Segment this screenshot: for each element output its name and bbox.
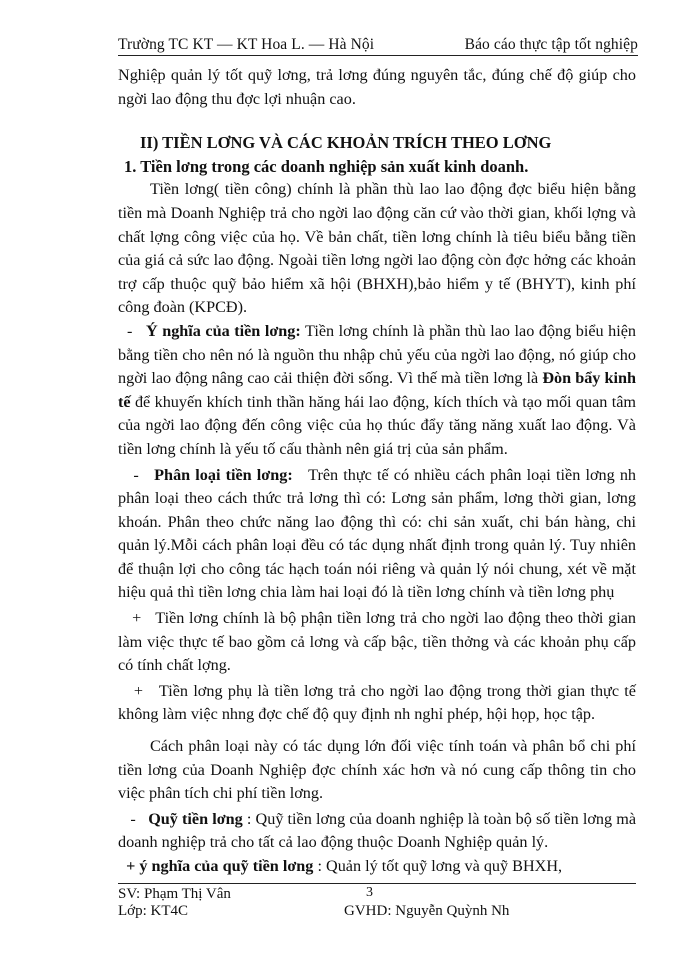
wage-meaning-text-a: Tiền lơng chính là phần thù lao lao động biểu hiện bằng tiền cho nên nó là nguồn thu nhập chủ yếu của ngời lao động, nó giúp cho ngời lao động nâng cao cải thiện đời sống. Vì thế mà tiền lơng là [118,321,636,388]
wage-classification-paragraph: - Phân loại tiền lơng: Trên thực tế có nhiều cách phân loại tiền lơng nh phân loại theo cách thức trả lơng thì có: Lơng sản phẩm, lơng thời gian, lơng khoán. Phân theo chức năng lao động thì có: chi sản xuất, chi bán hàng, chi quản lý.Mỗi cách phân loại đều có tác dụng nhất định trong quản lý. Tuy nhiên để thuận lợi cho công tác hạch toán nói riêng và quản lý nói chung, xét về mặt hiệu quả thì tiền lơng chia làm hai loại đó là tiền lơng chính và tiền lơng phụ [118,465,637,602]
page-number: 3 [366,885,373,900]
subsection-heading: 1. Tiền lơng trong các doanh nghiệp sản xuất kinh doanh. [124,156,529,176]
wage-meaning-text-b: để khuyến khích tinh thần hăng hái lao động, kích thích và tạo mối quan tâm của ngời lao động đến công việc của họ thúc đẩy tăng năng xuất lao động. Và tiền lơng chính là yếu tố cấu thành nên giá trị của sản phẩm. [118,392,637,458]
footer-advisor: GVHD: Nguyễn Quỳnh Nh [344,903,510,919]
page-header [118,36,638,56]
header-school: Trường TC KT — KT Hoa L. — Hà Nội [118,36,375,53]
wage-meaning-term: Ý nghĩa của tiền lơng: [146,321,301,340]
extra-wage-paragraph: + Tiền lơng phụ là tiền lơng trả cho ngời lao động trong thời gian thực tế không làm việc nhng đợc chế độ quy định nh nghỉ phép, hội họp, học tập. [118,681,636,724]
extra-wage-text: Tiền lơng phụ là tiền lơng trả cho ngời lao động trong thời gian thực tế không làm việc nhng đợc chế độ quy định nh nghỉ phép, hội họp, học tập. [118,681,636,724]
wage-meaning-paragraph: - Ý nghĩa của tiền lơng: Tiền lơng chính là phần thù lao lao động biểu hiện bằng tiền cho nên nó là nguồn thu nhập chủ yếu của ngời lao động, nó giúp cho ngời lao động nâng cao cải thiện đời sống. Vì thế mà tiền lơng là Đòn bẩy kinh tế để khuyến khích tinh thần hăng hái lao động, kích thích và tạo mối quan tâm của ngời lao động đến công việc của họ thúc đẩy tăng năng xuất lao động. Và tiền lơng chính là yếu tố cấu thành nên giá trị của sản phẩm. [118,321,637,458]
wage-fund-term: Quỹ tiền lơng [148,809,243,828]
document-body [118,64,636,879]
intro-paragraph: Nghiệp quản lý tốt quỹ lơng, trả lơng đúng nguyên tắc, đúng chế độ giúp cho ngời lao động thu đợc lợi nhuận cao. [118,66,636,108]
footer-divider [118,883,636,884]
wage-classification-term: Phân loại tiền lơng: [154,465,293,484]
wage-fund-meaning-text: : Quản lý tốt quỹ lơng và quỹ BHXH, [317,857,563,875]
wage-fund-meaning-paragraph [118,855,636,879]
footer-class: Lớp: KT4C [118,903,189,919]
main-wage-paragraph: + Tiền lơng chính là bộ phận tiền lơng trả cho ngời lao động theo thời gian làm việc thực tế bao gồm cả lơng và cấp bậc, tiền thởng và các khoản phụ cấp có tính chất lợng. [118,609,636,675]
footer-student: SV: Phạm Thị Vân [118,886,231,902]
main-wage-text: Tiền lơng chính là bộ phận tiền lơng trả cho ngời lao động theo thời gian làm việc thực tế bao gồm cả lơng và cấp bậc, tiền thởng và các khoản phụ cấp có tính chất lợng. [118,609,636,675]
wage-fund-paragraph: - Quỹ tiền lơng : Quỹ tiền lơng của doanh nghiệp là toàn bộ số tiền lơng mà doanh nghiệp trả cho tất cả lao động thuộc Doanh Nghiệp quản lý. [118,809,637,852]
wage-classification-text: Trên thực tế có nhiều cách phân loại tiền lơng nh phân loại theo cách thức trả lơng thì có: Lơng sản phẩm, lơng thời gian, lơng khoán. Phân theo chức năng lao động thì có: chi sản xuất, chi bán hàng, chi quản lý.Mỗi cách phân loại đều có tác dụng nhất định trong quản lý. Tuy nhiên để thuận lợi cho công tác hạch toán nói riêng và quản lý nói chung, xét về mặt hiệu quả thì tiền lơng chia làm hai loại đó là tiền lơng chính và tiền lơng phụ [118,465,637,602]
wage-fund-meaning-term: + ý nghĩa của quỹ tiền lơng [126,857,314,875]
wage-fund-text: : Quỹ tiền lơng của doanh nghiệp là toàn bộ số tiền lơng mà doanh nghiệp trả cho tất cả lao động thuộc Doanh Nghiệp quản lý. [118,809,637,852]
classification-usage-paragraph: Cách phân loại này có tác dụng lớn đối việc tính toán và phân bổ chi phí tiền lơng của Doanh Nghiệp đợc chính xác hơn và nó cung cấp thông tin cho việc phân tích chi phí tiền lơng. [118,737,636,803]
wage-definition-paragraph: Tiền lơng( tiền công) chính là phần thù lao lao động đợc biểu hiện bằng tiền mà Doanh Nghiệp trả cho ngời lao động căn cứ vào thời gian, khối lợng và chất lợng công việc của họ. Về bản chất, tiền lơng chính là tiêu biểu bằng tiền của giá cả sức lao động. Ngoài tiền lơng ngời lao động còn đợc hởng các khoản trợ cấp thuộc quỹ bảo hiểm xã hội (BHXH),bảo hiểm y tế (BHYT), kinh phí công đoàn (KPCĐ). [118,180,636,317]
section-heading: II) TIỀN LƠNG VÀ CÁC KHOẢN TRÍCH THEO LƠNG [140,133,552,153]
economic-lever-term: Đòn bẩy kinh tế [118,369,636,411]
header-report-title: Báo cáo thực tập tốt nghiệp [464,36,638,53]
